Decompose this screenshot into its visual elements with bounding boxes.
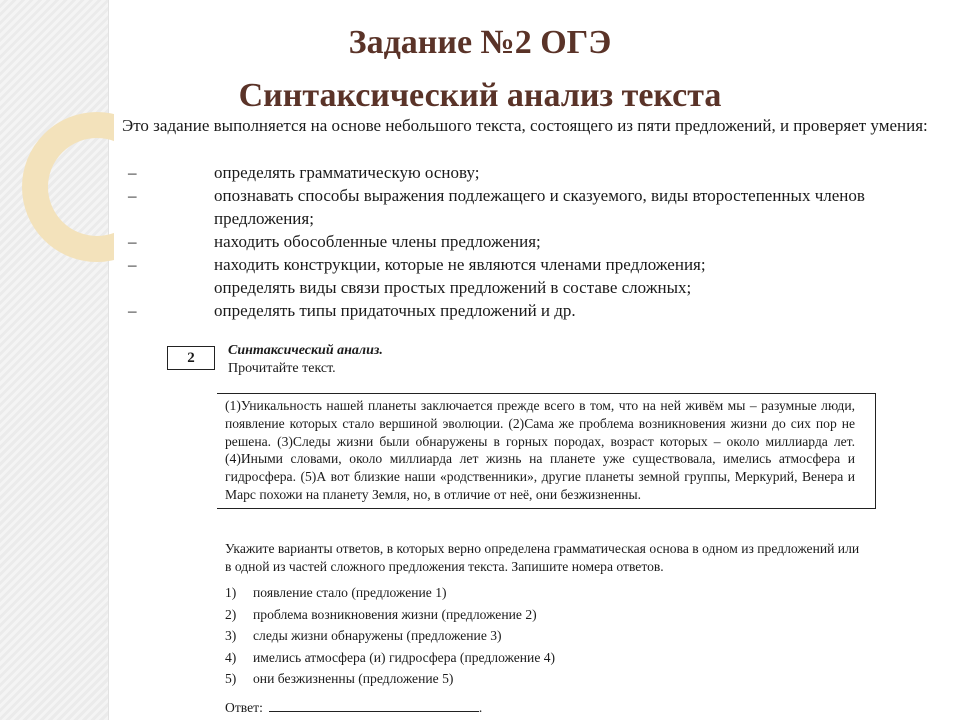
answer-option: 3) следы жизни обнаружены (предложение 3) (225, 628, 502, 643)
passage-text: (1)Уникальность нашей планеты заключается прежде всего в том, что на ней живём мы – разумные люди, появление которых стало вершиной эволюции. (2)Сама же проблема возникновения жизни до сих пор не решена. (3)Следы жизни были обнаружены в горных породах, возраст которых – около миллиарда лет. (4)Иными словами, около миллиарда лет жизнь на планете уже существовала, имелись атмосфера и гидросфера. (5)А вот близкие наши «родственники», другие планеты земной группы, Меркурий, Венера и Марс похожи на планету Земля, но, в отличие от неё, они безжизненны. (217, 393, 876, 509)
requirements-list (122, 161, 937, 322)
requirement-item: – определять грамматическую основу; (128, 163, 480, 182)
slide-subtitle-clip (0, 76, 960, 108)
intro-text: Это задание выполняется на основе небольшого текста, состоящего из пяти предложений, и проверяет умения: (122, 116, 928, 135)
answer-label: Ответ: (225, 700, 263, 715)
decorative-stripes (0, 0, 109, 720)
requirement-item: – находить обособленные члены предложения; (128, 232, 541, 251)
answer-option: 4) имелись атмосфера (и) гидросфера (предложение 4) (225, 649, 556, 665)
answer-field: Ответ: . (225, 700, 483, 715)
answer-options (225, 582, 555, 690)
answer-option: 1) появление стало (предложение 1) (225, 585, 447, 600)
requirement-item: – определять типы придаточных предложений и др. (128, 301, 576, 320)
task-header (228, 342, 383, 378)
requirement-item: – опознавать способы выражения подлежащего и сказуемого, виды второстепенных членов предложения; (128, 186, 865, 228)
slide-subtitle: Синтаксический анализ текста (238, 77, 722, 108)
requirement-item: определять виды связи простых предложений в составе сложных; (214, 278, 692, 297)
slide-title: Задание №2 ОГЭ (348, 24, 612, 61)
task-title: Синтаксический анализ. (228, 343, 383, 358)
task-instruction: Прочитайте текст. (228, 361, 336, 376)
scanned-task-page (114, 108, 944, 720)
answer-option: 5) они безжизненны (предложение 5) (225, 671, 454, 686)
question-text: Укажите варианты ответов, в которых верно определена грамматическая основа в одном из предложений или в одной из частей сложного предложения текста. Запишите номера ответов. (225, 541, 860, 574)
answer-blank (269, 699, 479, 712)
answer-option: 2) проблема возникновения жизни (предложение 2) (225, 606, 537, 622)
task-number-box: 2 (167, 346, 215, 370)
requirement-item: – находить конструкции, которые не являются членами предложения; (128, 255, 706, 274)
